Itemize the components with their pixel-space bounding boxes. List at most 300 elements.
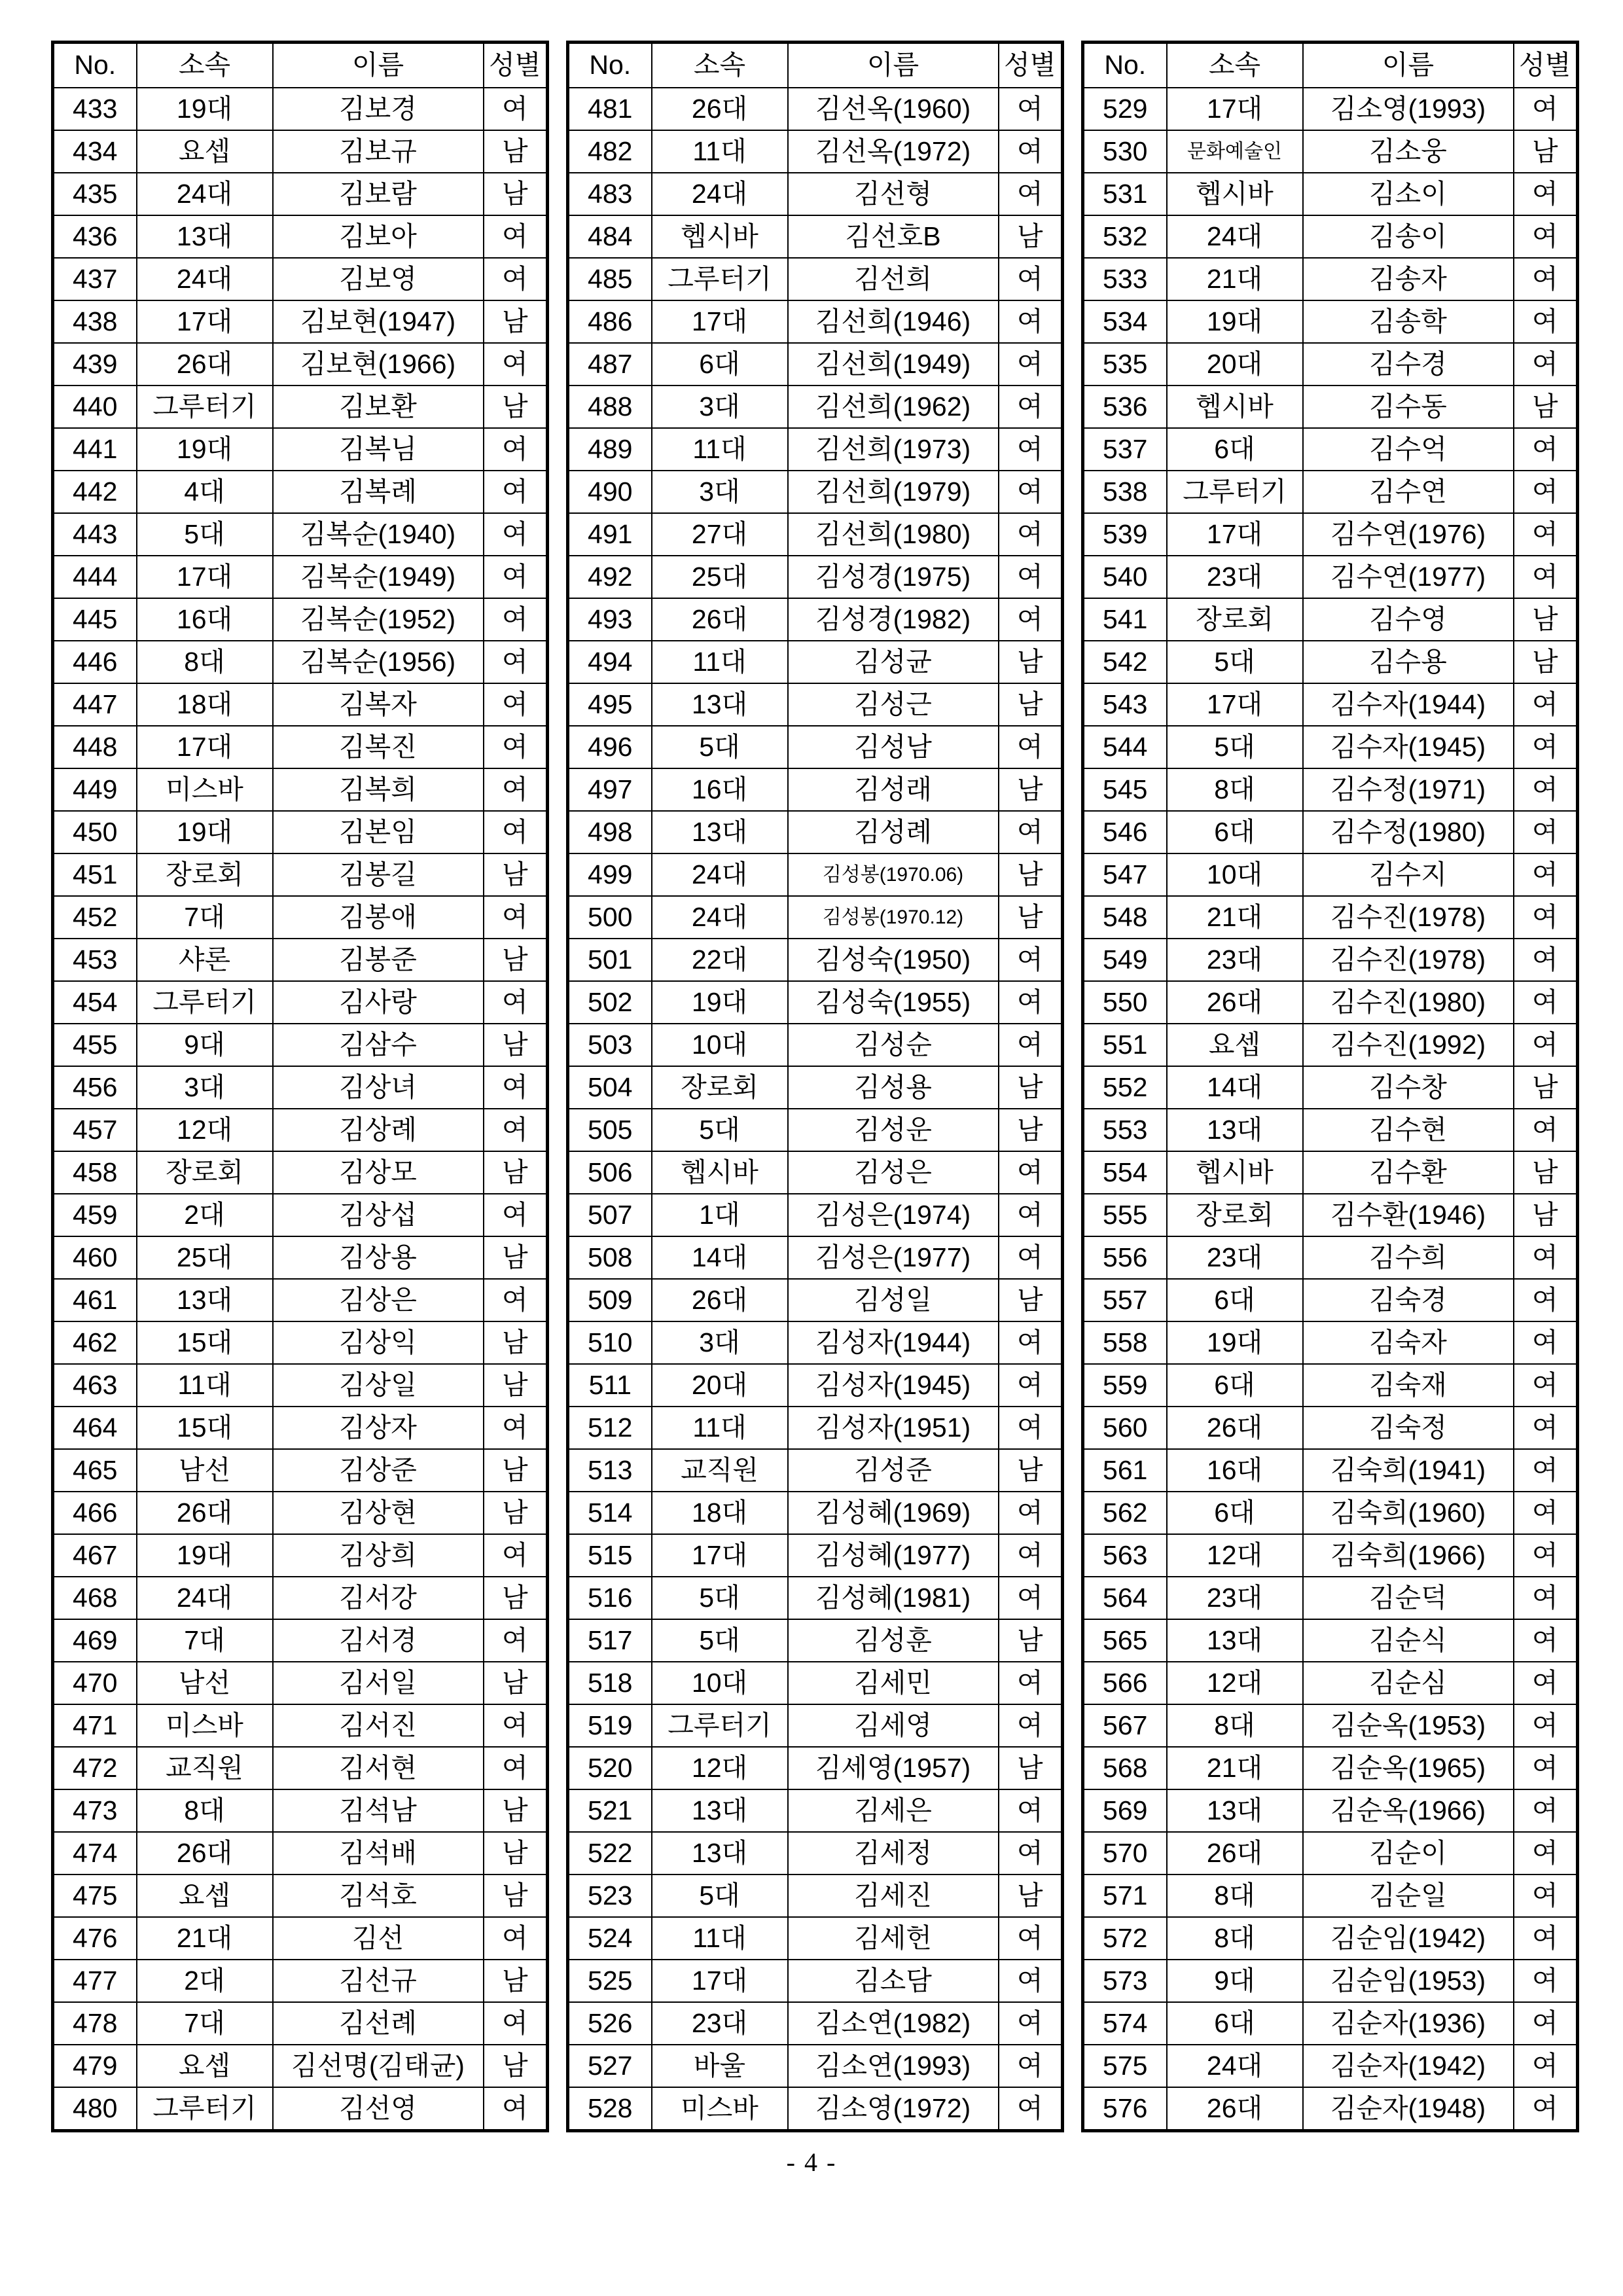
column-header-sex: 성별 (999, 43, 1063, 88)
cell-no: 568 (1083, 1747, 1167, 1789)
cell-no: 503 (568, 1024, 652, 1066)
cell-sex: 여 (999, 386, 1063, 428)
cell-org: 19대 (137, 88, 273, 130)
cell-no: 560 (1083, 1407, 1167, 1449)
cell-sex: 여 (999, 343, 1063, 386)
table-row (568, 896, 1063, 939)
cell-no: 538 (1083, 471, 1167, 513)
cell-no: 504 (568, 1066, 652, 1109)
cell-sex: 남 (999, 1279, 1063, 1321)
cell-org: 21대 (1167, 1747, 1303, 1789)
cell-name: 김성남 (788, 726, 999, 768)
cell-org: 그루터기 (1167, 471, 1303, 513)
cell-sex: 여 (999, 2045, 1063, 2087)
cell-name: 김소이 (1303, 173, 1514, 215)
cell-name: 김송이 (1303, 215, 1514, 258)
cell-sex: 남 (1514, 1151, 1578, 1194)
cell-name: 김성자(1944) (788, 1321, 999, 1364)
cell-name: 김순심 (1303, 1662, 1514, 1704)
table-row (1083, 386, 1578, 428)
table-row (53, 428, 548, 471)
table-row (568, 2045, 1063, 2087)
table-row (568, 215, 1063, 258)
cell-name: 김성은(1977) (788, 1236, 999, 1279)
cell-name: 김세진 (788, 1874, 999, 1917)
cell-org: 17대 (1167, 513, 1303, 556)
cell-sex: 여 (484, 811, 548, 853)
column-header-no: No. (1083, 43, 1167, 88)
cell-no: 552 (1083, 1066, 1167, 1109)
cell-sex: 여 (1514, 981, 1578, 1024)
table-row (568, 1364, 1063, 1407)
table-row (1083, 1832, 1578, 1874)
cell-name: 김선희(1946) (788, 300, 999, 343)
table-row (53, 173, 548, 215)
cell-sex: 여 (999, 1917, 1063, 1960)
table-row (1083, 1279, 1578, 1321)
table-row (568, 1577, 1063, 1619)
cell-name: 김성숙(1950) (788, 939, 999, 981)
cell-no: 479 (53, 2045, 137, 2087)
cell-name: 김소연(1982) (788, 2002, 999, 2045)
cell-name: 김성례 (788, 811, 999, 853)
cell-name: 김순자(1936) (1303, 2002, 1514, 2045)
cell-org: 10대 (652, 1662, 788, 1704)
cell-name: 김보현(1966) (273, 343, 484, 386)
cell-sex: 여 (484, 513, 548, 556)
cell-name: 김숙정 (1303, 1407, 1514, 1449)
column-header-name: 이름 (1303, 43, 1514, 88)
cell-name: 김수진(1980) (1303, 981, 1514, 1024)
cell-org: 1대 (652, 1194, 788, 1236)
cell-name: 김상희 (273, 1534, 484, 1577)
cell-org: 13대 (1167, 1619, 1303, 1662)
table-row (53, 853, 548, 896)
table-row (1083, 1917, 1578, 1960)
cell-no: 511 (568, 1364, 652, 1407)
cell-sex: 여 (1514, 471, 1578, 513)
cell-org: 11대 (652, 1407, 788, 1449)
cell-no: 500 (568, 896, 652, 939)
column-header-sex: 성별 (484, 43, 548, 88)
cell-name: 김선희(1979) (788, 471, 999, 513)
cell-name: 김보환 (273, 386, 484, 428)
cell-no: 566 (1083, 1662, 1167, 1704)
cell-name: 김성일 (788, 1279, 999, 1321)
cell-name: 김상례 (273, 1109, 484, 1151)
table-row (53, 1407, 548, 1449)
cell-sex: 여 (484, 726, 548, 768)
cell-org: 14대 (652, 1236, 788, 1279)
table-row (53, 1236, 548, 1279)
cell-sex: 여 (484, 1194, 548, 1236)
cell-no: 491 (568, 513, 652, 556)
cell-sex: 여 (1514, 258, 1578, 300)
cell-name: 김복자 (273, 683, 484, 726)
cell-name: 김수연 (1303, 471, 1514, 513)
cell-org: 11대 (652, 130, 788, 173)
cell-no: 544 (1083, 726, 1167, 768)
cell-org: 장로회 (1167, 1194, 1303, 1236)
table-row (568, 386, 1063, 428)
table-row (568, 939, 1063, 981)
cell-sex: 여 (484, 88, 548, 130)
table-row (1083, 2002, 1578, 2045)
cell-sex: 남 (999, 1747, 1063, 1789)
cell-no: 556 (1083, 1236, 1167, 1279)
cell-name: 김상섭 (273, 1194, 484, 1236)
cell-org: 6대 (1167, 1364, 1303, 1407)
cell-org: 23대 (1167, 556, 1303, 598)
table-row (53, 2002, 548, 2045)
cell-sex: 여 (484, 1747, 548, 1789)
cell-no: 567 (1083, 1704, 1167, 1747)
cell-no: 558 (1083, 1321, 1167, 1364)
table-row (1083, 1449, 1578, 1492)
cell-no: 512 (568, 1407, 652, 1449)
cell-name: 김순옥(1966) (1303, 1789, 1514, 1832)
cell-sex: 여 (999, 1662, 1063, 1704)
table-row (53, 768, 548, 811)
table-row (53, 1024, 548, 1066)
cell-org: 8대 (1167, 1917, 1303, 1960)
cell-sex: 여 (484, 1704, 548, 1747)
table-row (1083, 1534, 1578, 1577)
table-row (1083, 300, 1578, 343)
table-row (53, 1492, 548, 1534)
table-row (53, 1917, 548, 1960)
table-row (53, 556, 548, 598)
cell-no: 470 (53, 1662, 137, 1704)
table-row (53, 1151, 548, 1194)
cell-sex: 여 (999, 300, 1063, 343)
cell-no: 435 (53, 173, 137, 215)
cell-org: 19대 (137, 1534, 273, 1577)
cell-org: 13대 (652, 1789, 788, 1832)
cell-no: 440 (53, 386, 137, 428)
cell-sex: 여 (999, 1832, 1063, 1874)
cell-name: 김성자(1945) (788, 1364, 999, 1407)
cell-sex: 여 (484, 896, 548, 939)
cell-name: 김숙희(1966) (1303, 1534, 1514, 1577)
cell-name: 김보경 (273, 88, 484, 130)
cell-org: 19대 (137, 428, 273, 471)
cell-sex: 여 (1514, 1024, 1578, 1066)
cell-name: 김수지 (1303, 853, 1514, 896)
table-row (1083, 853, 1578, 896)
column-header-sex: 성별 (1514, 43, 1578, 88)
table-row (1083, 896, 1578, 939)
cell-sex: 여 (999, 556, 1063, 598)
cell-sex: 남 (484, 1024, 548, 1066)
cell-org: 21대 (137, 1917, 273, 1960)
cell-no: 442 (53, 471, 137, 513)
cell-name: 김선희(1973) (788, 428, 999, 471)
cell-no: 545 (1083, 768, 1167, 811)
cell-name: 김성은(1974) (788, 1194, 999, 1236)
table-row (1083, 1109, 1578, 1151)
cell-sex: 여 (999, 598, 1063, 641)
cell-name: 김수환 (1303, 1151, 1514, 1194)
table-row (1083, 981, 1578, 1024)
cell-name: 김순옥(1965) (1303, 1747, 1514, 1789)
page-number-footer: - 4 - (786, 2147, 837, 2177)
cell-name: 김수정(1980) (1303, 811, 1514, 853)
cell-name: 김세영 (788, 1704, 999, 1747)
cell-sex: 여 (484, 1066, 548, 1109)
cell-name: 김삼수 (273, 1024, 484, 1066)
cell-org: 24대 (1167, 215, 1303, 258)
cell-name: 김숙재 (1303, 1364, 1514, 1407)
cell-sex: 여 (999, 726, 1063, 768)
cell-name: 김순임(1953) (1303, 1960, 1514, 2002)
cell-org: 24대 (1167, 2045, 1303, 2087)
cell-no: 473 (53, 1789, 137, 1832)
cell-no: 557 (1083, 1279, 1167, 1321)
cell-no: 551 (1083, 1024, 1167, 1066)
cell-sex: 여 (484, 471, 548, 513)
column-header-no: No. (568, 43, 652, 88)
cell-org: 3대 (652, 386, 788, 428)
cell-name: 김성은 (788, 1151, 999, 1194)
cell-no: 453 (53, 939, 137, 981)
cell-org: 24대 (137, 258, 273, 300)
table-row (568, 1151, 1063, 1194)
cell-no: 451 (53, 853, 137, 896)
column-header-org: 소속 (652, 43, 788, 88)
cell-sex: 여 (484, 1619, 548, 1662)
cell-name: 김석호 (273, 1874, 484, 1917)
column-header-org: 소속 (1167, 43, 1303, 88)
table-row (1083, 939, 1578, 981)
cell-name: 김소영(1993) (1303, 88, 1514, 130)
cell-org: 17대 (137, 300, 273, 343)
table-row (568, 343, 1063, 386)
cell-name: 김봉애 (273, 896, 484, 939)
table-row (568, 130, 1063, 173)
cell-no: 522 (568, 1832, 652, 1874)
cell-sex: 여 (484, 556, 548, 598)
table-row (53, 1704, 548, 1747)
cell-name: 김상녀 (273, 1066, 484, 1109)
cell-sex: 여 (999, 1492, 1063, 1534)
cell-name: 김수진(1978) (1303, 896, 1514, 939)
cell-name: 김석남 (273, 1789, 484, 1832)
cell-no: 490 (568, 471, 652, 513)
cell-name: 김선희(1980) (788, 513, 999, 556)
cell-no: 506 (568, 1151, 652, 1194)
table-row (53, 598, 548, 641)
cell-sex: 남 (999, 896, 1063, 939)
cell-sex: 여 (999, 1151, 1063, 1194)
cell-org: 6대 (1167, 428, 1303, 471)
cell-name: 김서일 (273, 1662, 484, 1704)
table-row (1083, 768, 1578, 811)
cell-name: 김상자 (273, 1407, 484, 1449)
table-row (53, 2087, 548, 2131)
cell-sex: 남 (484, 1321, 548, 1364)
cell-sex: 여 (999, 428, 1063, 471)
cell-org: 13대 (137, 215, 273, 258)
table-row (1083, 1364, 1578, 1407)
cell-name: 김숙자 (1303, 1321, 1514, 1364)
cell-sex: 여 (1514, 1321, 1578, 1364)
cell-no: 516 (568, 1577, 652, 1619)
cell-org: 문화예술인 (1167, 130, 1303, 173)
table-header-row (53, 43, 548, 88)
cell-sex: 남 (484, 173, 548, 215)
table-row (1083, 215, 1578, 258)
cell-name: 김상모 (273, 1151, 484, 1194)
cell-sex: 여 (1514, 1789, 1578, 1832)
cell-name: 김순이 (1303, 1832, 1514, 1874)
table-row (53, 130, 548, 173)
cell-no: 480 (53, 2087, 137, 2131)
cell-org: 장로회 (652, 1066, 788, 1109)
cell-name: 김세영(1957) (788, 1747, 999, 1789)
cell-org: 17대 (137, 726, 273, 768)
table-row (53, 1109, 548, 1151)
cell-name: 김순덕 (1303, 1577, 1514, 1619)
cell-no: 515 (568, 1534, 652, 1577)
cell-name: 김순옥(1953) (1303, 1704, 1514, 1747)
cell-org: 6대 (1167, 1279, 1303, 1321)
table-row (568, 471, 1063, 513)
table-row (1083, 811, 1578, 853)
cell-no: 555 (1083, 1194, 1167, 1236)
cell-org: 27대 (652, 513, 788, 556)
cell-no: 499 (568, 853, 652, 896)
cell-no: 573 (1083, 1960, 1167, 2002)
cell-org: 그루터기 (137, 386, 273, 428)
cell-sex: 여 (1514, 1917, 1578, 1960)
cell-org: 12대 (1167, 1662, 1303, 1704)
cell-no: 475 (53, 1874, 137, 1917)
table-row (53, 471, 548, 513)
cell-name: 김복진 (273, 726, 484, 768)
cell-sex: 여 (1514, 173, 1578, 215)
table-row (1083, 1619, 1578, 1662)
cell-sex: 남 (484, 1236, 548, 1279)
cell-no: 536 (1083, 386, 1167, 428)
cell-no: 477 (53, 1960, 137, 2002)
cell-name: 김수창 (1303, 1066, 1514, 1109)
table-row (568, 300, 1063, 343)
cell-no: 488 (568, 386, 652, 428)
cell-name: 김석배 (273, 1832, 484, 1874)
cell-sex: 여 (1514, 853, 1578, 896)
cell-sex: 여 (999, 1364, 1063, 1407)
cell-name: 김성근 (788, 683, 999, 726)
cell-no: 474 (53, 1832, 137, 1874)
cell-org: 헵시바 (652, 1151, 788, 1194)
cell-name: 김세은 (788, 1789, 999, 1832)
cell-sex: 남 (484, 130, 548, 173)
cell-sex: 여 (1514, 1662, 1578, 1704)
table-row (568, 173, 1063, 215)
cell-org: 8대 (137, 641, 273, 683)
cell-sex: 여 (1514, 1832, 1578, 1874)
table-row (568, 1619, 1063, 1662)
cell-no: 575 (1083, 2045, 1167, 2087)
cell-name: 김소영(1972) (788, 2087, 999, 2131)
cell-sex: 남 (999, 683, 1063, 726)
cell-sex: 여 (999, 1789, 1063, 1832)
cell-sex: 남 (1514, 386, 1578, 428)
cell-org: 25대 (652, 556, 788, 598)
cell-name: 김보영 (273, 258, 484, 300)
cell-no: 550 (1083, 981, 1167, 1024)
cell-org: 24대 (137, 173, 273, 215)
cell-no: 439 (53, 343, 137, 386)
cell-no: 502 (568, 981, 652, 1024)
cell-sex: 여 (1514, 300, 1578, 343)
cell-name: 김성경(1982) (788, 598, 999, 641)
cell-no: 461 (53, 1279, 137, 1321)
cell-no: 467 (53, 1534, 137, 1577)
cell-sex: 여 (484, 598, 548, 641)
table-row (568, 981, 1063, 1024)
table-row (53, 641, 548, 683)
table-row (568, 1534, 1063, 1577)
cell-no: 498 (568, 811, 652, 853)
cell-name: 김선형 (788, 173, 999, 215)
table-row (568, 598, 1063, 641)
cell-org: 13대 (1167, 1109, 1303, 1151)
cell-org: 그루터기 (137, 981, 273, 1024)
cell-sex: 여 (484, 1917, 548, 1960)
cell-no: 537 (1083, 428, 1167, 471)
cell-no: 520 (568, 1747, 652, 1789)
cell-name: 김선호B (788, 215, 999, 258)
cell-name: 김선례 (273, 2002, 484, 2045)
cell-org: 그루터기 (137, 2087, 273, 2131)
cell-no: 510 (568, 1321, 652, 1364)
cell-sex: 여 (1514, 768, 1578, 811)
cell-no: 458 (53, 1151, 137, 1194)
cell-sex: 남 (999, 853, 1063, 896)
cell-name: 김성준 (788, 1449, 999, 1492)
cell-org: 26대 (137, 343, 273, 386)
cell-no: 517 (568, 1619, 652, 1662)
cell-org: 26대 (1167, 2087, 1303, 2131)
cell-sex: 여 (999, 811, 1063, 853)
cell-name: 김세정 (788, 1832, 999, 1874)
cell-sex: 남 (999, 641, 1063, 683)
cell-name: 김수경 (1303, 343, 1514, 386)
cell-org: 26대 (1167, 981, 1303, 1024)
cell-no: 534 (1083, 300, 1167, 343)
cell-sex: 남 (484, 2045, 548, 2087)
cell-no: 464 (53, 1407, 137, 1449)
cell-sex: 여 (484, 641, 548, 683)
cell-no: 476 (53, 1917, 137, 1960)
cell-no: 570 (1083, 1832, 1167, 1874)
cell-sex: 남 (999, 1066, 1063, 1109)
cell-sex: 여 (999, 173, 1063, 215)
cell-no: 437 (53, 258, 137, 300)
cell-sex: 여 (1514, 428, 1578, 471)
table-row (568, 1449, 1063, 1492)
cell-name: 김선규 (273, 1960, 484, 2002)
cell-no: 525 (568, 1960, 652, 2002)
cell-name: 김봉길 (273, 853, 484, 896)
cell-org: 5대 (652, 726, 788, 768)
cell-org: 17대 (1167, 683, 1303, 726)
cell-no: 505 (568, 1109, 652, 1151)
cell-name: 김서현 (273, 1747, 484, 1789)
table-row (568, 853, 1063, 896)
